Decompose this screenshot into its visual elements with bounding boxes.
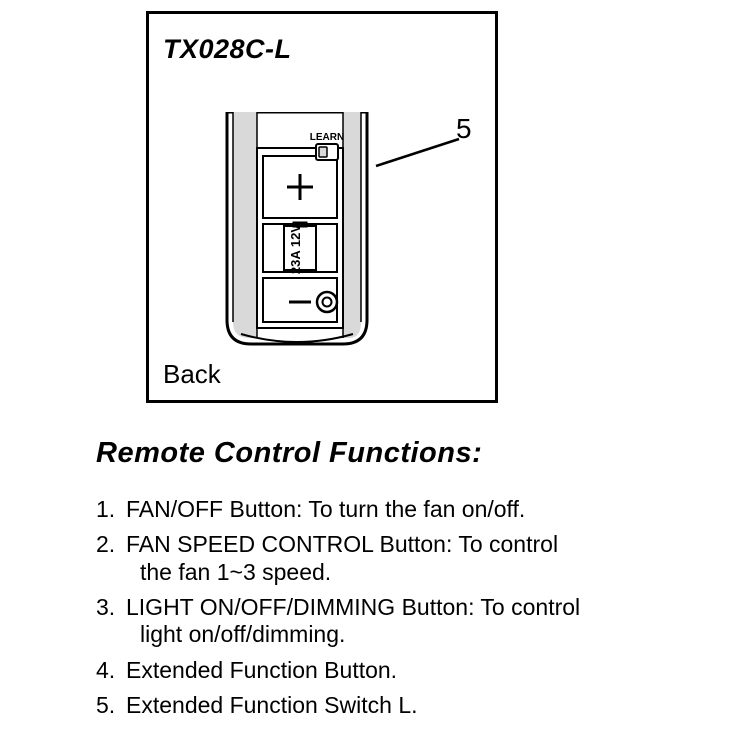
list-item-text: FAN SPEED CONTROL Button: To control bbox=[126, 531, 559, 558]
list-item-number: 2. bbox=[96, 531, 116, 558]
list-item bbox=[96, 657, 676, 684]
view-label-back: Back bbox=[163, 359, 221, 389]
list-item-text: Extended Function Button. bbox=[126, 656, 398, 683]
list-item bbox=[96, 496, 676, 523]
callout-number-5: 5 bbox=[456, 113, 472, 144]
list-item-text: Extended Function Switch L. bbox=[126, 692, 418, 719]
list-item-number: 5. bbox=[96, 692, 116, 719]
list-item-number: 1. bbox=[96, 496, 116, 522]
list-item-text-continued: the fan 1~3 speed. bbox=[140, 558, 332, 585]
callout-leader-line bbox=[149, 14, 501, 406]
list-item-number: 4. bbox=[96, 656, 116, 683]
remote-diagram-panel bbox=[146, 11, 498, 403]
model-label: TX028C-L bbox=[163, 34, 292, 64]
functions-list bbox=[96, 496, 676, 728]
svg-text:23A 12V: 23A 12V bbox=[288, 223, 303, 275]
functions-title: Remote Control Functions: bbox=[96, 437, 483, 469]
list-item-text: LIGHT ON/OFF/DIMMING Button: To control bbox=[126, 594, 581, 621]
list-item-text-continued: light on/off/dimming. bbox=[140, 621, 346, 648]
list-item-number: 3. bbox=[96, 594, 116, 621]
list-item bbox=[96, 594, 676, 649]
list-item bbox=[96, 692, 676, 719]
list-item bbox=[96, 531, 676, 586]
svg-text:LEARN: LEARN bbox=[309, 132, 345, 143]
list-item-text: FAN/OFF Button: To turn the fan on/off. bbox=[126, 496, 526, 522]
